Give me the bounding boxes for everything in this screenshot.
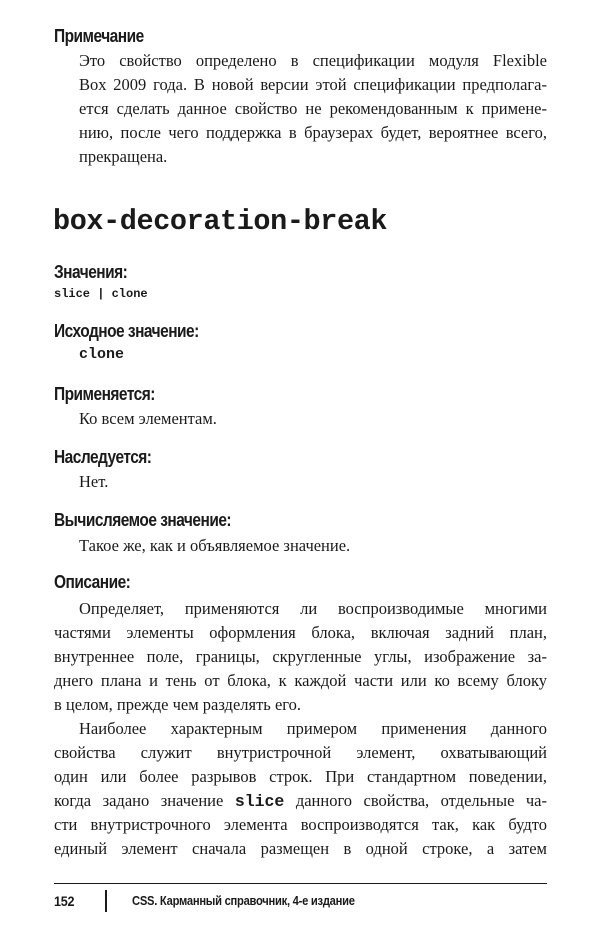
description-line: сти внутристрочного элемента воспроизводятся так, как будто xyxy=(54,815,547,834)
description-line: один или более разрывов строк. При стандартном поведении, xyxy=(54,767,547,786)
description-line: внутреннее поле, границы, скругленные углы, изображение за- xyxy=(54,647,547,666)
initial-heading: Исходное значение: xyxy=(54,321,199,341)
page-number: 152 xyxy=(54,893,75,909)
note-heading: Примечание xyxy=(54,26,144,46)
applies-heading: Применяется: xyxy=(54,384,155,404)
footer-separator xyxy=(105,890,107,912)
inherited-heading: Наследуется: xyxy=(54,447,152,467)
description-line: Определяет, применяются ли воспроизводимые многими xyxy=(79,599,547,618)
description-line: свойства служит внутристрочной элемент, охватывающий xyxy=(54,743,547,762)
note-line: нию, после чего поддержка в браузерах будет, вероятнее всего, xyxy=(79,123,547,142)
note-line: Это свойство определено в спецификации модуля Flexible xyxy=(79,51,547,70)
description-line: Наиболее характерным примером применения данного xyxy=(79,719,547,738)
book-title: CSS. Карманный справочник, 4-е издание xyxy=(132,893,355,908)
footer-divider xyxy=(54,883,547,884)
computed-heading: Вычисляемое значение: xyxy=(54,510,232,530)
values-text: slice | clone xyxy=(54,287,148,301)
inline-code: slice xyxy=(234,792,285,811)
initial-value: clone xyxy=(79,346,125,363)
description-line: единый элемент сначала размещен в одной строке, а затем xyxy=(54,839,547,858)
description-heading: Описание: xyxy=(54,572,131,592)
computed-value: Такое же, как и объявляемое значение. xyxy=(79,536,351,555)
note-line: прекращена. xyxy=(79,147,168,166)
description-text: данного свойства, отдельные ча- xyxy=(295,791,547,810)
applies-value: Ко всем элементам. xyxy=(79,409,217,428)
inherited-value: Нет. xyxy=(79,472,109,491)
note-line: ется сделать данное свойство не рекомендованным к примене- xyxy=(79,99,547,118)
description-line: днего плана и тень от блока, к каждой части или ко всему блоку xyxy=(54,671,547,690)
description-line: в целом, прежде чем разделять его. xyxy=(54,695,302,714)
note-line: Box 2009 года. В новой версии этой спецификации предполага- xyxy=(79,75,547,94)
property-title: box-decoration-break xyxy=(53,205,388,238)
description-line: частями элементы оформления блока, включая задний план, xyxy=(54,623,547,642)
values-heading: Значения: xyxy=(54,262,128,282)
description-text: когда задано значение xyxy=(54,791,224,810)
description-line xyxy=(54,791,547,815)
